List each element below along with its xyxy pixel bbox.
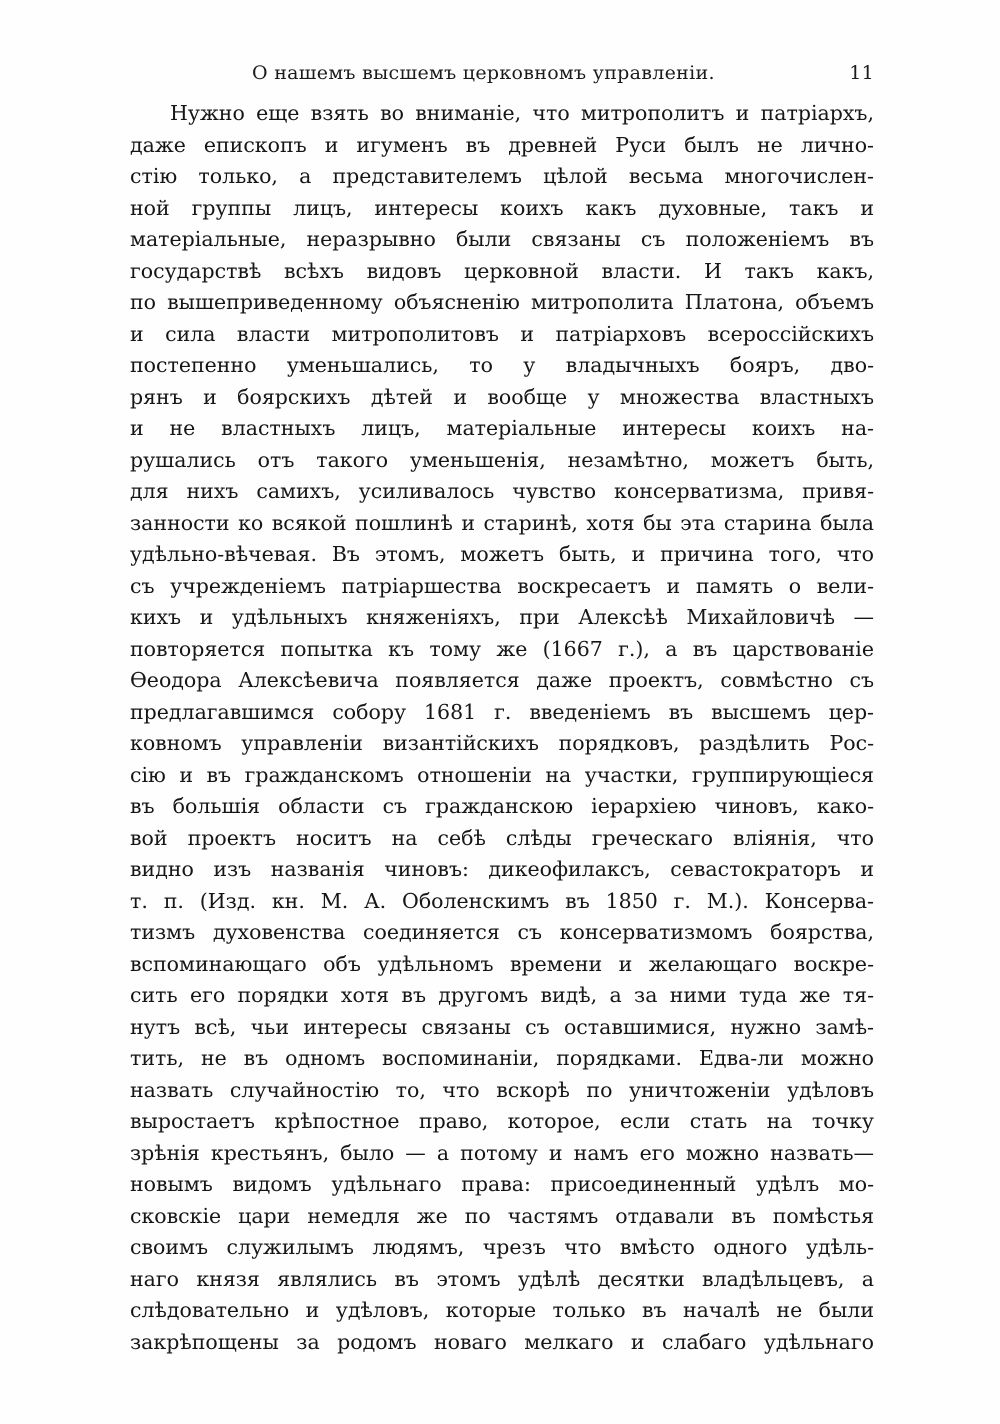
text-line: слѣдовательно и удѣловъ, которые только въ началѣ не были: [130, 1298, 874, 1322]
text-line: новымъ видомъ удѣльнаго права: присоединенный удѣлъ мо-: [130, 1172, 874, 1196]
text-line: Нужно еще взять во вниманіе, что митрополитъ и патріархъ,: [170, 101, 874, 125]
text-line: закрѣпощены за родомъ новаго мелкаго и слабаго удѣльнаго: [130, 1329, 874, 1354]
text-line: государствѣ всѣхъ видовъ церковной власти. И такъ какъ,: [130, 258, 874, 283]
text-line: постепенно уменьшались, то у владычныхъ бояръ, дво-: [130, 353, 874, 377]
text-line: тить, не въ одномъ воспоминаніи, порядками. Едва-ли можно: [130, 1046, 874, 1070]
text-line: ковномъ управленіи византійскихъ порядковъ, раздѣлить Рос-: [130, 731, 874, 755]
text-line: тизмъ духовенства соединяется съ консерватизмомъ боярства,: [130, 920, 874, 944]
text-line: рянъ и боярскихъ дѣтей и вообще у множества властныхъ: [130, 384, 874, 409]
text-line: сковскіе цари немедля же по частямъ отдавали въ помѣстья: [130, 1203, 874, 1228]
text-line: кихъ и удѣльныхъ княженіяхъ, при Алексѣѣ Михайловичѣ —: [130, 605, 874, 629]
text-line: Ѳеодора Алексѣевича появляется даже проектъ, совмѣстно съ: [130, 668, 874, 692]
running-title: О нашемъ высшемъ церковномъ управленіи.: [252, 62, 715, 84]
text-line: даже епископъ и игуменъ въ древней Руси былъ не лично-: [130, 132, 874, 157]
text-line: зрѣнія крестьянъ, было — а потому и намъ его можно назвать—: [130, 1140, 874, 1165]
text-line: и не властныхъ лицъ, матеріальные интересы коихъ на-: [130, 416, 874, 440]
text-line: нутъ всѣ, чьи интересы связаны съ оставшимися, нужно замѣ-: [130, 1014, 874, 1039]
text-line: въ большія области съ гражданскою іерархіею чиновъ, како-: [130, 794, 874, 818]
text-line: стію только, а представителемъ цѣлой весьма многочислен-: [130, 164, 874, 188]
text-line: занности ко всякой пошлинѣ и старинѣ, хотя бы эта старина была: [130, 510, 874, 535]
text-line: вспоминающаго объ удѣльномъ времени и желающаго воскре-: [130, 951, 874, 976]
text-line: вой проектъ носитъ на себѣ слѣды греческаго вліянія, что: [130, 825, 874, 850]
text-line: сію и въ гражданскомъ отношеніи на участки, группирующіеся: [130, 762, 874, 787]
text-line: наго князя являлись въ этомъ удѣлѣ десятки владѣльцевъ, а: [130, 1266, 874, 1291]
text-line: предлагавшимся собору 1681 г. введеніемъ въ высшемъ цер-: [130, 699, 874, 724]
text-line: по вышеприведенному объясненію митрополита Платона, объемъ: [130, 290, 874, 314]
text-line: сить его порядки хотя въ другомъ видѣ, а за ними туда же тя-: [130, 983, 874, 1007]
page-number: 11: [849, 62, 874, 84]
body-text: [130, 98, 874, 1358]
text-line: матеріальные, неразрывно были связаны съ положеніемъ въ: [130, 227, 874, 251]
text-line: назвать случайностію то, что вскорѣ по уничтоженіи удѣловъ: [130, 1077, 874, 1102]
text-line: удѣльно-вѣчевая. Въ этомъ, можетъ быть, и причина того, что: [130, 542, 874, 566]
text-line: ной группы лицъ, интересы коихъ какъ духовные, такъ и: [130, 195, 874, 220]
text-line: выростаетъ крѣпостное право, которое, если стать на точку: [130, 1109, 874, 1133]
text-line: для нихъ самихъ, усиливалось чувство консерватизма, привя-: [130, 479, 874, 503]
text-line: видно изъ названія чиновъ: дикеофилаксъ, севастократоръ и: [130, 857, 874, 881]
text-line: съ учрежденіемъ патріаршества воскресаетъ и память о вели-: [130, 573, 874, 598]
text-line: и сила власти митрополитовъ и патріарховъ всероссійскихъ: [130, 321, 874, 346]
running-head: [130, 62, 874, 90]
text-line: своимъ служилымъ людямъ, чрезъ что вмѣсто одного удѣль-: [130, 1235, 874, 1259]
text-line: т. п. (Изд. кн. М. А. Оболенскимъ въ 1850 г. М.). Консерва-: [130, 888, 874, 913]
text-line: рушались отъ такого уменьшенія, незамѣтно, можетъ быть,: [130, 447, 874, 472]
text-line: повторяется попытка къ тому же (1667 г.), а въ царствованіе: [130, 636, 874, 661]
